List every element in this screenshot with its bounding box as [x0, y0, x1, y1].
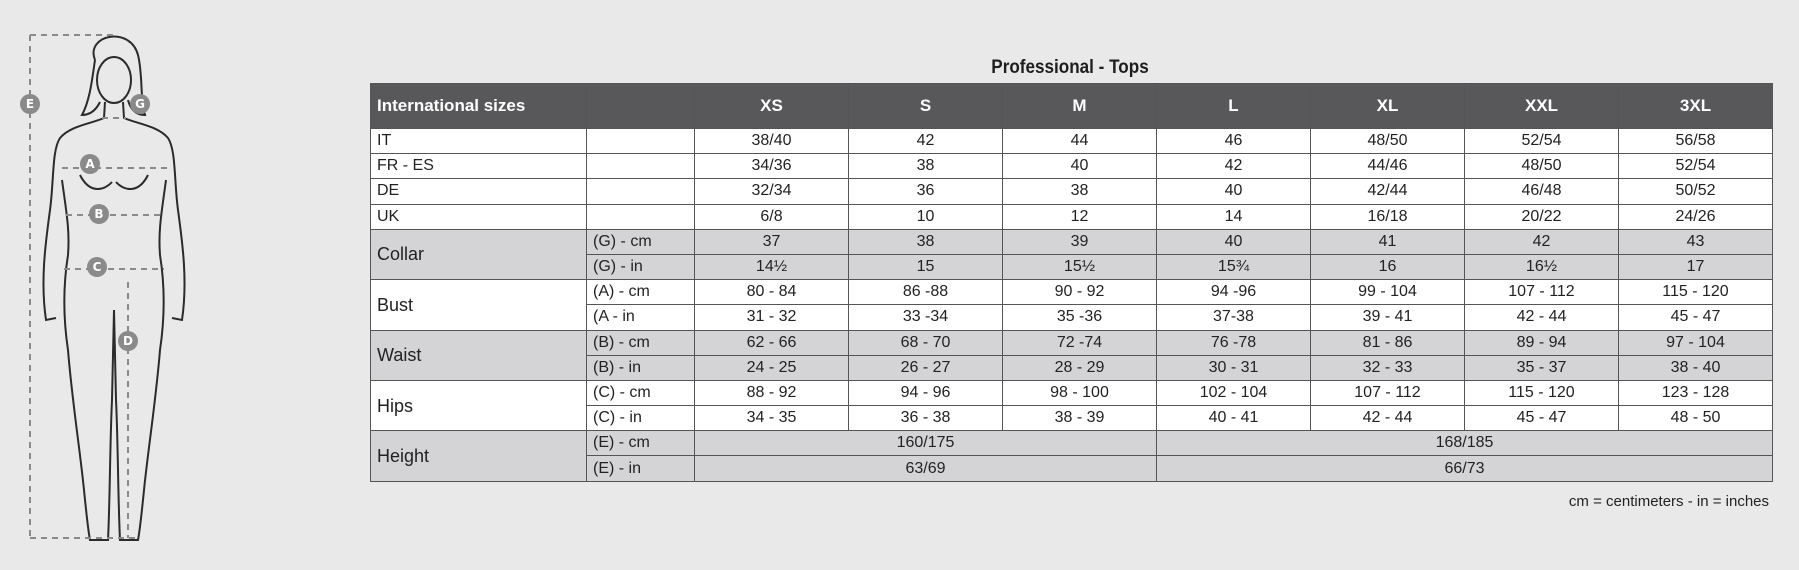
cell: 42/44	[1311, 179, 1465, 204]
cell: 42	[1157, 154, 1311, 179]
cell: 38	[1003, 179, 1157, 204]
cell: 98 - 100	[1003, 380, 1157, 405]
cell: 14	[1157, 204, 1311, 229]
marker-a	[80, 154, 100, 174]
svg-text:E: E	[25, 97, 35, 111]
header-row	[371, 84, 1773, 129]
cell: 37-38	[1157, 305, 1311, 330]
row-waist-cm	[371, 330, 1773, 355]
row-bust-cm	[371, 280, 1773, 305]
cell: 107 - 112	[1311, 380, 1465, 405]
cell: 46/48	[1465, 179, 1619, 204]
cell: 88 - 92	[695, 380, 849, 405]
cell: 66/73	[1157, 456, 1773, 481]
cell: 39	[1003, 229, 1157, 254]
cell: 16½	[1465, 254, 1619, 279]
cell: 46	[1157, 129, 1311, 154]
cell: 40	[1003, 154, 1157, 179]
marker-c	[87, 257, 107, 277]
cell: 38	[849, 229, 1003, 254]
unit-label: (G) - in	[587, 254, 695, 279]
cell: 34 - 35	[695, 406, 849, 431]
header-size: 3XL	[1619, 84, 1773, 129]
row-collar-cm	[371, 229, 1773, 254]
cell: 15	[849, 254, 1003, 279]
row-label: UK	[371, 204, 587, 229]
cell: 62 - 66	[695, 330, 849, 355]
marker-d	[118, 331, 138, 351]
cell: 52/54	[1465, 129, 1619, 154]
cell: 56/58	[1619, 129, 1773, 154]
header-size: XXL	[1465, 84, 1619, 129]
unit-label: (C) - cm	[587, 380, 695, 405]
cell: 94 - 96	[849, 380, 1003, 405]
cell: 35 - 37	[1465, 355, 1619, 380]
cell: 34/36	[695, 154, 849, 179]
cell: 14½	[695, 254, 849, 279]
cell: 36 - 38	[849, 406, 1003, 431]
cell: 32 - 33	[1311, 355, 1465, 380]
svg-text:C: C	[92, 260, 102, 274]
cell: 12	[1003, 204, 1157, 229]
cell: 63/69	[695, 456, 1157, 481]
row-de	[371, 179, 1773, 204]
cell: 160/175	[695, 431, 1157, 456]
cell: 115 - 120	[1465, 380, 1619, 405]
cell: 20/22	[1465, 204, 1619, 229]
cell: 44	[1003, 129, 1157, 154]
cell: 37	[695, 229, 849, 254]
header-label: International sizes	[371, 84, 587, 129]
unit-label: (A) - cm	[587, 280, 695, 305]
cell: 115 - 120	[1619, 280, 1773, 305]
cell: 80 - 84	[695, 280, 849, 305]
cell: 41	[1311, 229, 1465, 254]
cell: 42	[1465, 229, 1619, 254]
cell: 81 - 86	[1311, 330, 1465, 355]
empty-cell	[587, 154, 695, 179]
cell: 15½	[1003, 254, 1157, 279]
size-table	[370, 83, 1773, 482]
cell: 102 - 104	[1157, 380, 1311, 405]
empty-cell	[587, 129, 695, 154]
cell: 40 - 41	[1157, 406, 1311, 431]
header-size: L	[1157, 84, 1311, 129]
cell: 99 - 104	[1311, 280, 1465, 305]
cell: 68 - 70	[849, 330, 1003, 355]
cell: 16/18	[1311, 204, 1465, 229]
cell: 86 -88	[849, 280, 1003, 305]
row-label: DE	[371, 179, 587, 204]
group-label-bust: Bust	[371, 280, 587, 330]
unit-label: (B) - in	[587, 355, 695, 380]
cell: 123 - 128	[1619, 380, 1773, 405]
cell: 38	[849, 154, 1003, 179]
row-label: IT	[371, 129, 587, 154]
unit-label: (C) - in	[587, 406, 695, 431]
cell: 45 - 47	[1619, 305, 1773, 330]
row-height-cm	[371, 431, 1773, 456]
cell: 89 - 94	[1465, 330, 1619, 355]
cell: 36	[849, 179, 1003, 204]
cell: 28 - 29	[1003, 355, 1157, 380]
cell: 76 -78	[1157, 330, 1311, 355]
cell: 24/26	[1619, 204, 1773, 229]
cell: 10	[849, 204, 1003, 229]
cell: 42 - 44	[1465, 305, 1619, 330]
header-size: XS	[695, 84, 849, 129]
cell: 33 -34	[849, 305, 1003, 330]
cell: 50/52	[1619, 179, 1773, 204]
cell: 48/50	[1311, 129, 1465, 154]
marker-b	[89, 204, 109, 224]
marker-g	[130, 94, 150, 114]
group-label-height: Height	[371, 431, 587, 481]
empty-cell	[587, 179, 695, 204]
cell: 31 - 32	[695, 305, 849, 330]
unit-label: (B) - cm	[587, 330, 695, 355]
row-uk	[371, 204, 1773, 229]
body-measurement-figure	[10, 20, 210, 550]
unit-label: (G) - cm	[587, 229, 695, 254]
size-table-wrapper	[370, 83, 1773, 482]
empty-cell	[587, 204, 695, 229]
chart-title: Professional - Tops	[991, 57, 1149, 78]
cell: 97 - 104	[1619, 330, 1773, 355]
cell: 43	[1619, 229, 1773, 254]
cell: 48 - 50	[1619, 406, 1773, 431]
group-label-waist: Waist	[371, 330, 587, 380]
cell: 94 -96	[1157, 280, 1311, 305]
cell: 107 - 112	[1465, 280, 1619, 305]
svg-text:A: A	[85, 157, 95, 171]
cell: 32/34	[695, 179, 849, 204]
cell: 45 - 47	[1465, 406, 1619, 431]
cell: 44/46	[1311, 154, 1465, 179]
row-label: FR - ES	[371, 154, 587, 179]
unit-footnote: cm = centimeters - in = inches	[1568, 493, 1769, 510]
cell: 48/50	[1465, 154, 1619, 179]
svg-text:G: G	[135, 97, 145, 111]
group-label-collar: Collar	[371, 229, 587, 279]
unit-label: (A - in	[587, 305, 695, 330]
cell: 38 - 40	[1619, 355, 1773, 380]
cell: 35 -36	[1003, 305, 1157, 330]
header-size: M	[1003, 84, 1157, 129]
cell: 72 -74	[1003, 330, 1157, 355]
cell: 40	[1157, 179, 1311, 204]
cell: 16	[1311, 254, 1465, 279]
cell: 39 - 41	[1311, 305, 1465, 330]
cell: 24 - 25	[695, 355, 849, 380]
row-fr-es	[371, 154, 1773, 179]
cell: 40	[1157, 229, 1311, 254]
header-unit-cell	[587, 84, 695, 129]
cell: 15¾	[1157, 254, 1311, 279]
cell: 26 - 27	[849, 355, 1003, 380]
cell: 38/40	[695, 129, 849, 154]
cell: 42	[849, 129, 1003, 154]
cell: 52/54	[1619, 154, 1773, 179]
unit-label: (E) - in	[587, 456, 695, 481]
cell: 42 - 44	[1311, 406, 1465, 431]
svg-text:B: B	[94, 207, 104, 221]
marker-e	[20, 94, 40, 114]
cell: 168/185	[1157, 431, 1773, 456]
svg-text:D: D	[123, 334, 133, 348]
header-size: XL	[1311, 84, 1465, 129]
cell: 17	[1619, 254, 1773, 279]
cell: 90 - 92	[1003, 280, 1157, 305]
group-label-hips: Hips	[371, 380, 587, 430]
row-it	[371, 129, 1773, 154]
cell: 6/8	[695, 204, 849, 229]
cell: 30 - 31	[1157, 355, 1311, 380]
unit-label: (E) - cm	[587, 431, 695, 456]
row-hips-cm	[371, 380, 1773, 405]
cell: 38 - 39	[1003, 406, 1157, 431]
header-size: S	[849, 84, 1003, 129]
